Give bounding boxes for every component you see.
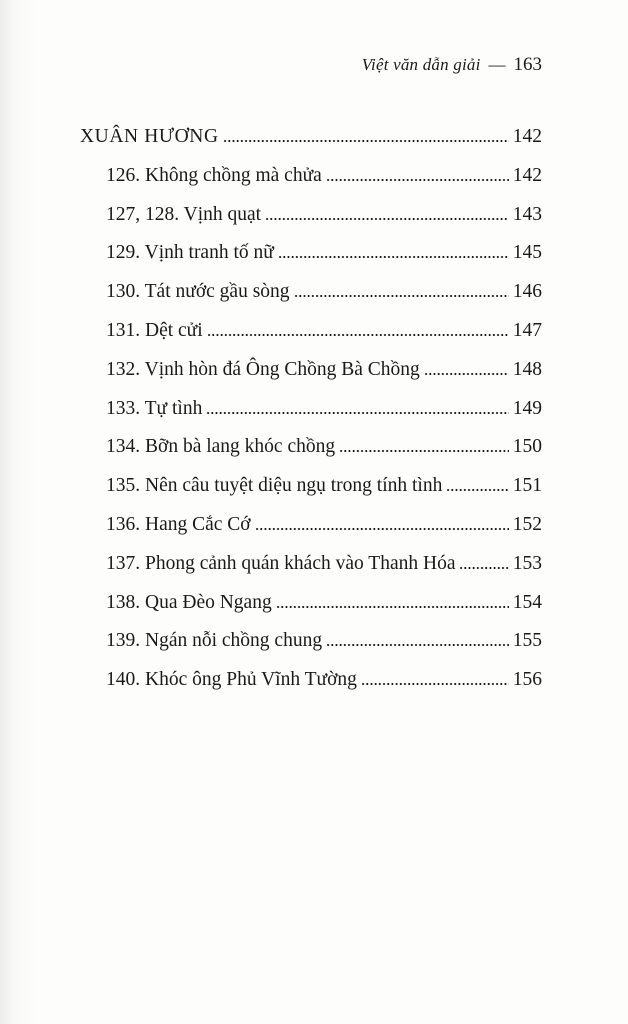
dot-leader bbox=[424, 368, 509, 376]
dot-leader bbox=[459, 562, 508, 570]
table-of-contents bbox=[80, 118, 542, 700]
toc-section-title: XUÂN HƯƠNG bbox=[80, 126, 219, 147]
toc-section-page: 142 bbox=[512, 126, 542, 147]
toc-entry-title: 135. Nên câu tuyệt diệu ngụ trong tính tình bbox=[106, 475, 443, 497]
toc-entry-title: 126. Không chồng mà chửa bbox=[106, 164, 322, 186]
dot-leader bbox=[255, 523, 509, 531]
toc-entry bbox=[80, 584, 542, 623]
dot-leader bbox=[294, 290, 509, 298]
toc-entry bbox=[80, 157, 542, 196]
toc-entry-page: 155 bbox=[512, 630, 542, 652]
toc-entry-page: 152 bbox=[512, 513, 542, 535]
dot-leader bbox=[265, 213, 509, 221]
toc-entry-title: 138. Qua Đèo Ngang bbox=[106, 591, 272, 613]
toc-entry-title: 140. Khóc ông Phủ Vĩnh Tường bbox=[106, 669, 357, 691]
toc-entry bbox=[80, 506, 542, 545]
dot-leader bbox=[446, 484, 508, 492]
toc-entry bbox=[80, 661, 542, 700]
toc-entry-page: 145 bbox=[512, 242, 542, 264]
running-header bbox=[362, 54, 542, 76]
toc-entry-page: 142 bbox=[512, 164, 542, 186]
dot-leader bbox=[278, 251, 509, 259]
toc-entry bbox=[80, 428, 542, 467]
toc-entry bbox=[80, 390, 542, 429]
toc-entry-title: 127, 128. Vịnh quạt bbox=[106, 203, 262, 225]
header-dash: — bbox=[488, 55, 506, 74]
toc-entry bbox=[80, 234, 542, 273]
dot-leader bbox=[223, 135, 509, 143]
toc-entry bbox=[80, 467, 542, 506]
dot-leader bbox=[326, 174, 509, 182]
dot-leader bbox=[206, 407, 508, 415]
dot-leader bbox=[326, 639, 509, 647]
toc-entry-page: 149 bbox=[512, 397, 542, 419]
toc-entry-page: 151 bbox=[512, 475, 542, 497]
toc-entry-title: 131. Dệt cửi bbox=[106, 319, 203, 341]
toc-entry-title: 139. Ngán nỗi chồng chung bbox=[106, 630, 323, 652]
toc-entry-title: 137. Phong cảnh quán khách vào Thanh Hóa bbox=[106, 552, 456, 574]
toc-entry-title: 134. Bỡn bà lang khóc chồng bbox=[106, 436, 336, 458]
toc-entry bbox=[80, 622, 542, 661]
toc-entry-page: 153 bbox=[512, 552, 542, 574]
toc-entry-page: 147 bbox=[512, 319, 542, 341]
toc-entry-page: 150 bbox=[512, 436, 542, 458]
toc-entry bbox=[80, 196, 542, 235]
toc-entry bbox=[80, 273, 542, 312]
toc-entry-title: 129. Vịnh tranh tố nữ bbox=[106, 242, 274, 264]
toc-entry-page: 156 bbox=[512, 669, 542, 691]
dot-leader bbox=[276, 601, 509, 609]
toc-entry bbox=[80, 545, 542, 584]
toc-entry-page: 146 bbox=[512, 281, 542, 303]
dot-leader bbox=[207, 329, 509, 337]
dot-leader bbox=[361, 678, 509, 686]
toc-entry-title: 136. Hang Cắc Cớ bbox=[106, 513, 251, 535]
toc-entry-title: 132. Vịnh hòn đá Ông Chồng Bà Chồng bbox=[106, 358, 420, 380]
toc-entry-page: 143 bbox=[512, 203, 542, 225]
toc-entries bbox=[80, 157, 542, 700]
page-number: 163 bbox=[513, 54, 542, 75]
toc-entry-title: 130. Tát nước gầu sòng bbox=[106, 281, 290, 303]
toc-section-heading bbox=[80, 118, 542, 157]
toc-entry-page: 154 bbox=[512, 591, 542, 613]
toc-entry-title: 133. Tự tình bbox=[106, 397, 203, 419]
running-title: Việt văn dẫn giải bbox=[361, 55, 481, 74]
toc-entry bbox=[80, 312, 542, 351]
toc-entry bbox=[80, 351, 542, 390]
toc-entry-page: 148 bbox=[512, 358, 542, 380]
dot-leader bbox=[339, 445, 509, 453]
